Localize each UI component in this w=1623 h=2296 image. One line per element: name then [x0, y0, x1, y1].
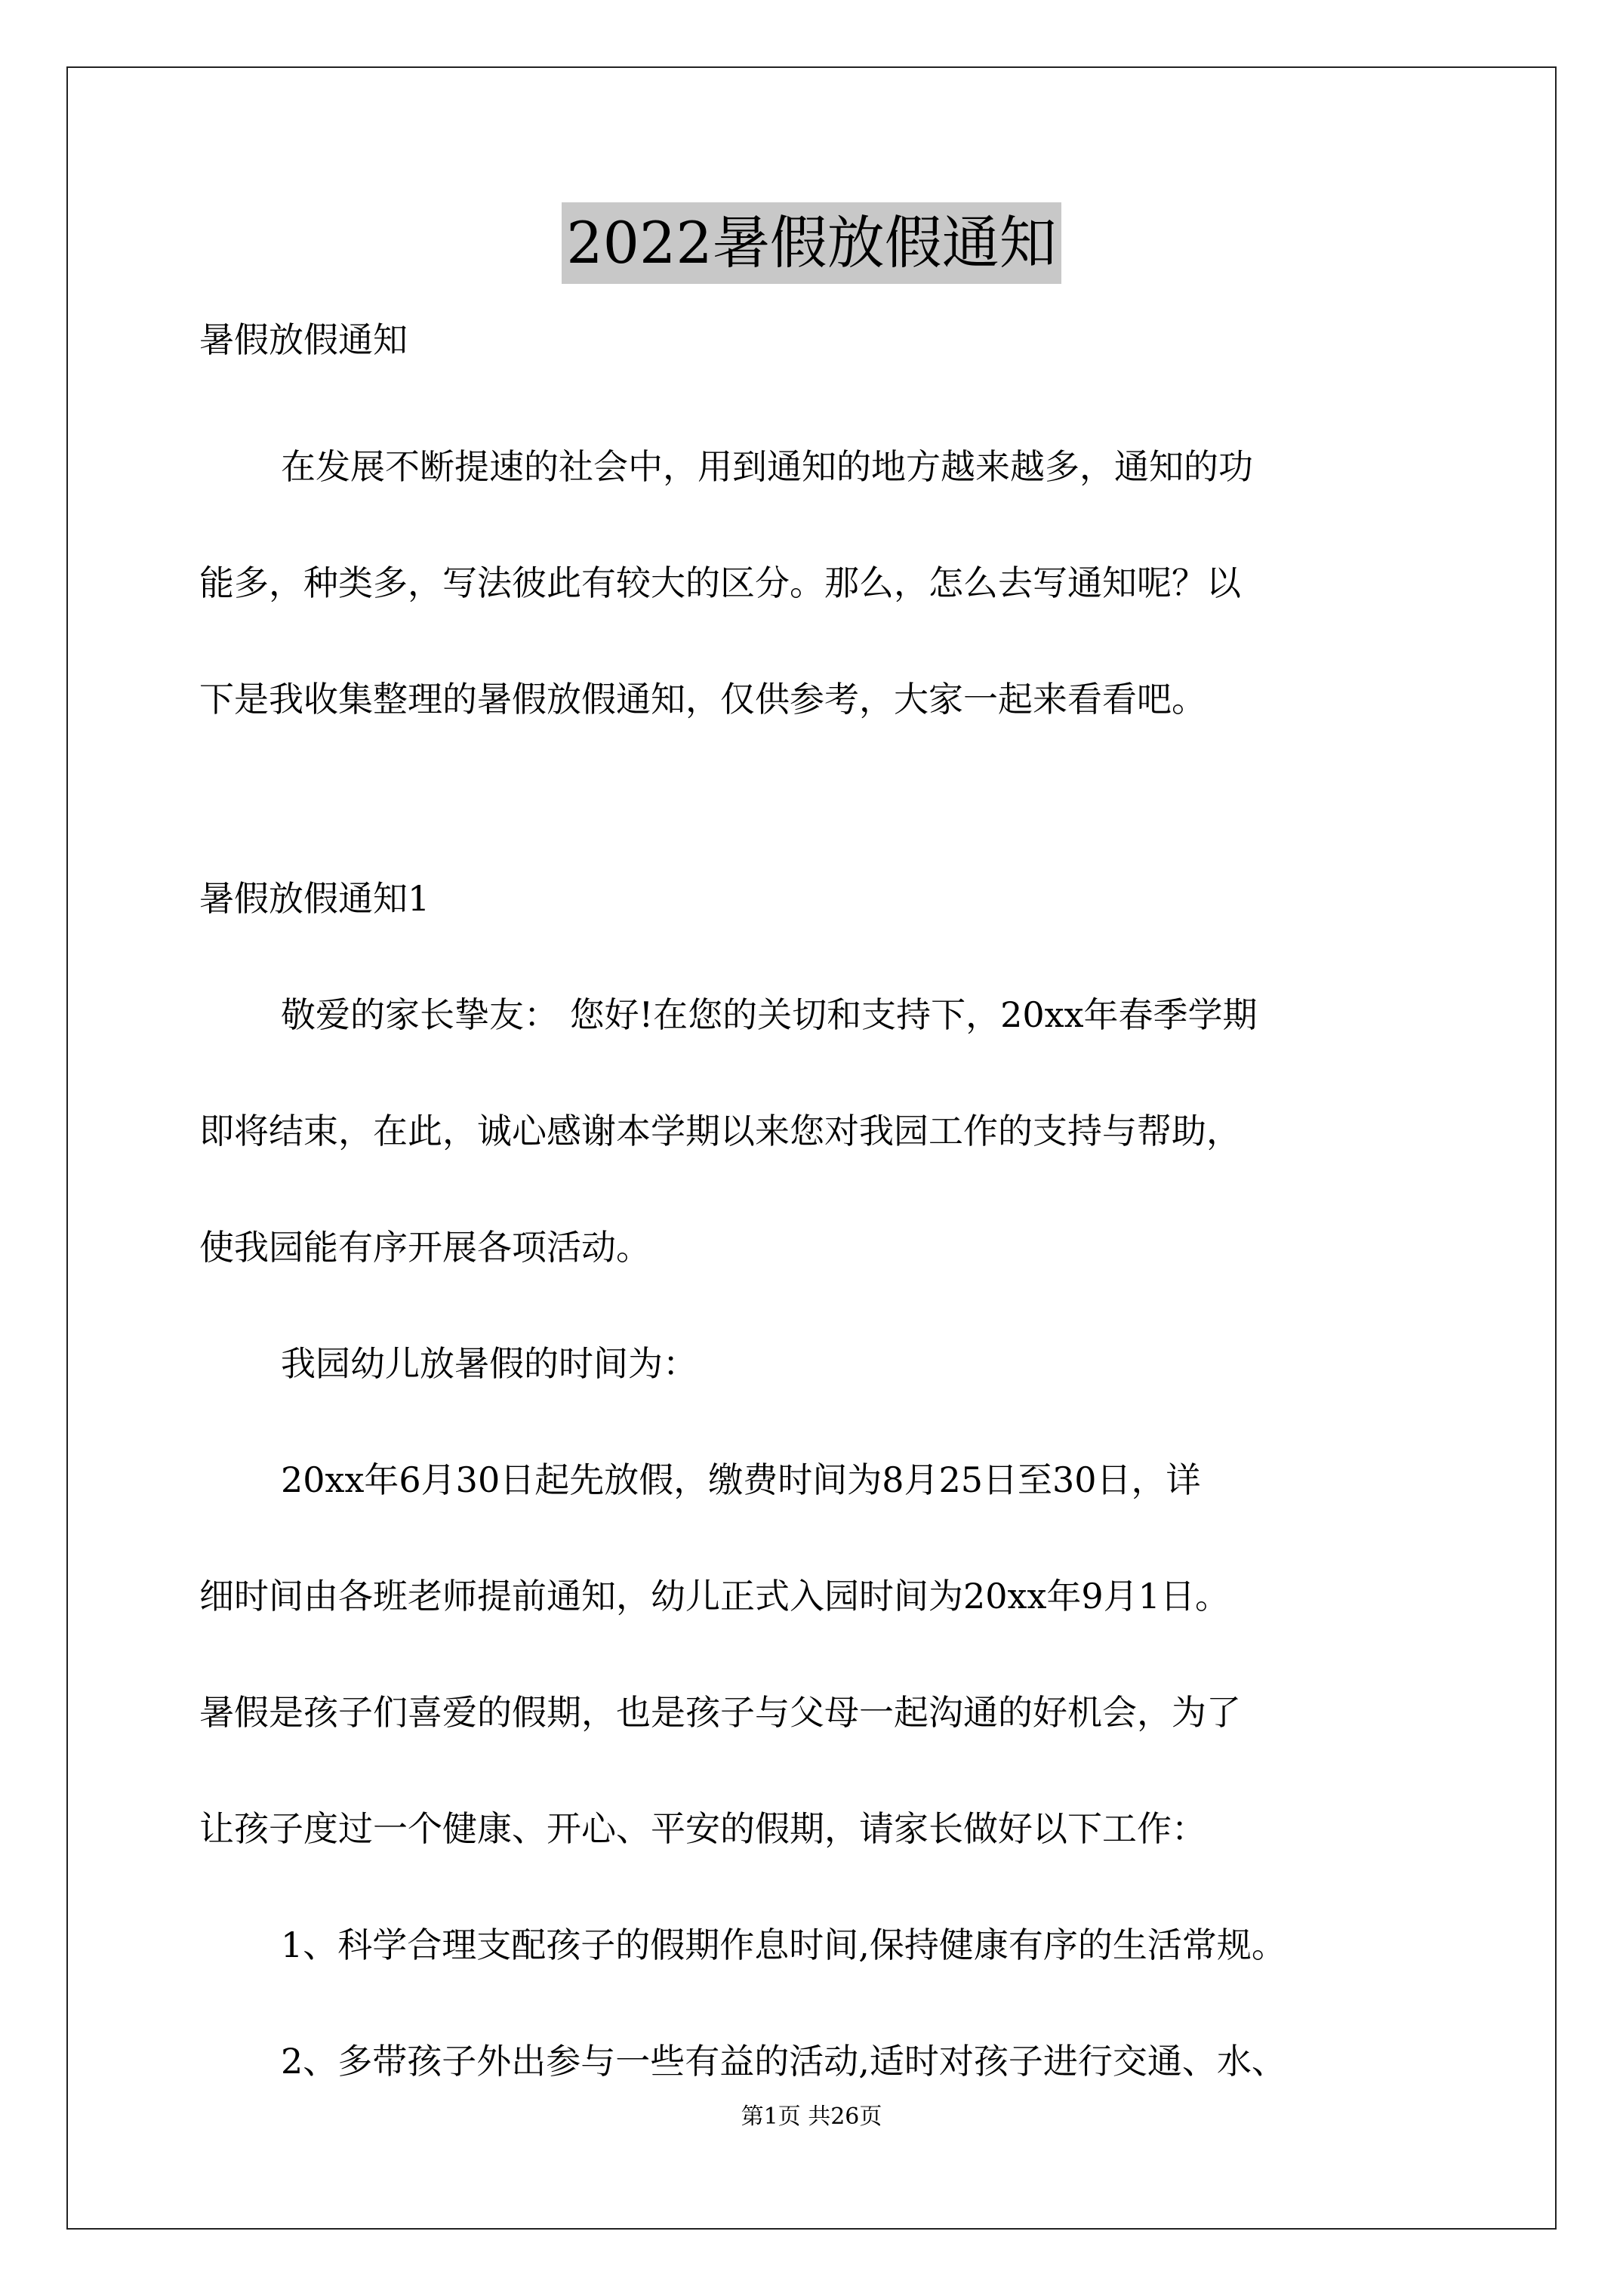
paragraph-line: 细时间由各班老师提前通知，幼儿正式入园时间为20xx年9月1日。	[199, 1576, 1230, 1616]
paragraph-line: 使我园能有序开展各项活动。	[199, 1227, 651, 1268]
document-title: 2022暑假放假通知	[562, 202, 1061, 284]
list-item: 2、多带孩子外出参与一些有益的活动,适时对孩子进行交通、水、	[281, 2041, 1286, 2082]
paragraph-line: 在发展不断提速的社会中，用到通知的地方越来越多，通知的功	[281, 446, 1253, 487]
paragraph-line: 下是我收集整理的暑假放假通知，仅供参考，大家一起来看看吧。	[199, 679, 1206, 720]
subtitle: 暑假放假通知	[199, 319, 408, 360]
paragraph-line: 能多，种类多，写法彼此有较大的区分。那么，怎么去写通知呢？以	[199, 562, 1241, 603]
paragraph-line: 敬爱的家长挚友： 您好!在您的关切和支持下，20xx年春季学期	[281, 994, 1258, 1035]
paragraph-line: 让孩子度过一个健康、开心、平安的假期，请家长做好以下工作：	[199, 1808, 1206, 1849]
title-container	[0, 202, 1623, 284]
paragraph-line: 暑假是孩子们喜爱的假期，也是孩子与父母一起沟通的好机会，为了	[199, 1692, 1241, 1733]
paragraph-line: 我园幼儿放暑假的时间为：	[281, 1343, 698, 1384]
section-heading: 暑假放假通知1	[199, 878, 430, 919]
paragraph-line: 20xx年6月30日起先放假，缴费时间为8月25日至30日，详	[281, 1459, 1201, 1500]
page-footer: 第1页 共26页	[741, 2103, 882, 2130]
paragraph-line: 即将结束，在此，诚心感谢本学期以来您对我园工作的支持与帮助，	[199, 1111, 1241, 1151]
list-item: 1、科学合理支配孩子的假期作息时间,保持健康有序的生活常规。	[281, 1925, 1286, 1965]
